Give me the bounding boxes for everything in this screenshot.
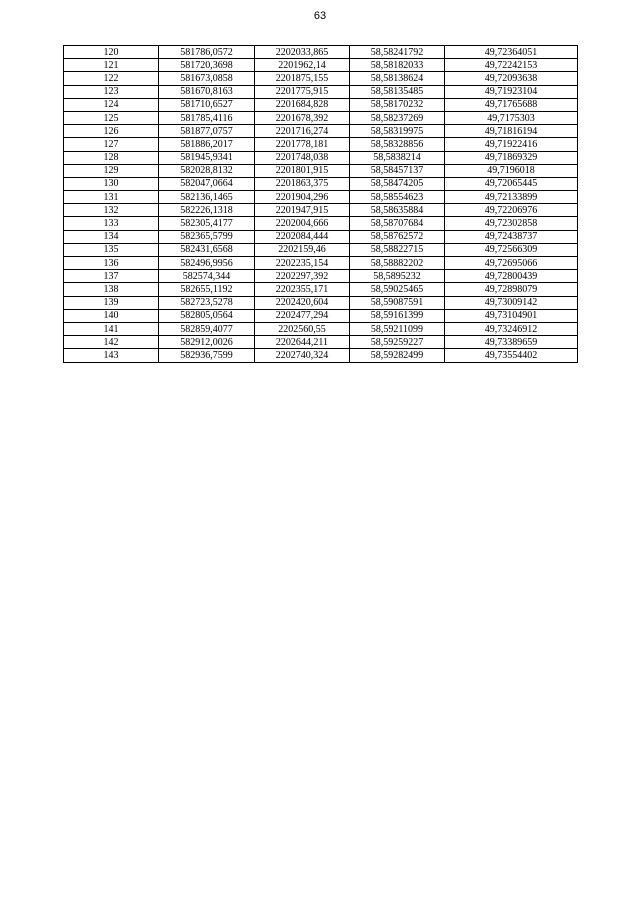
table-cell: 58,58182033 [350,59,445,72]
table-cell: 58,58635884 [350,204,445,217]
table-cell: 123 [64,85,159,98]
table-cell: 133 [64,217,159,230]
table-cell: 49,72242153 [445,59,578,72]
table-cell: 129 [64,164,159,177]
table-cell: 130 [64,177,159,190]
table-cell: 2202420,604 [255,296,350,309]
table-cell: 582305,4177 [159,217,255,230]
page-number: 63 [313,10,327,22]
coordinates-table-body [64,46,578,363]
table-cell: 582431,6568 [159,243,255,256]
table-row [64,243,578,256]
table-cell: 137 [64,270,159,283]
table-cell: 581785,4116 [159,111,255,124]
table-cell: 58,59282499 [350,349,445,362]
table-row [64,349,578,362]
table-cell: 49,72302858 [445,217,578,230]
table-cell: 582496,9956 [159,257,255,270]
table-cell: 2202477,294 [255,309,350,322]
table-cell: 581720,3698 [159,59,255,72]
table-cell: 2201863,375 [255,177,350,190]
table-cell: 582574,344 [159,270,255,283]
table-cell: 2201778,181 [255,138,350,151]
table-cell: 582028,8132 [159,164,255,177]
table-row [64,177,578,190]
table-cell: 2202235,154 [255,257,350,270]
table-cell: 58,5838214 [350,151,445,164]
table-cell: 58,58135485 [350,85,445,98]
table-cell: 49,73554402 [445,349,578,362]
table-row [64,336,578,349]
table-cell: 2202355,171 [255,283,350,296]
table-row [64,111,578,124]
table-row [64,283,578,296]
table-cell: 58,5895232 [350,270,445,283]
table-cell: 49,7175303 [445,111,578,124]
table-cell: 49,7196018 [445,164,578,177]
table-row [64,270,578,283]
table-cell: 582805,0564 [159,309,255,322]
table-cell: 58,59259227 [350,336,445,349]
table-cell: 2201962,14 [255,59,350,72]
table-cell: 139 [64,296,159,309]
table-cell: 2201716,274 [255,125,350,138]
table-cell: 49,72438737 [445,230,578,243]
table-row [64,191,578,204]
table-cell: 58,59161399 [350,309,445,322]
table-cell: 582859,4077 [159,322,255,335]
table-cell: 58,58237269 [350,111,445,124]
table-cell: 125 [64,111,159,124]
table-cell: 140 [64,309,159,322]
table-cell: 2202740,324 [255,349,350,362]
table-cell: 582136,1465 [159,191,255,204]
table-cell: 2202084,444 [255,230,350,243]
table-cell: 582912,0026 [159,336,255,349]
table-cell: 2202033,865 [255,46,350,59]
table-cell: 2202297,392 [255,270,350,283]
table-cell: 581945,9341 [159,151,255,164]
table-cell: 49,72133899 [445,191,578,204]
table-cell: 49,71922416 [445,138,578,151]
table-cell: 142 [64,336,159,349]
table-cell: 49,72800439 [445,270,578,283]
table-cell: 58,59211099 [350,322,445,335]
table-cell: 2202644,211 [255,336,350,349]
table-cell: 58,58474205 [350,177,445,190]
table-cell: 581710,6527 [159,98,255,111]
table-cell: 49,72566309 [445,243,578,256]
table-row [64,85,578,98]
table-cell: 581886,2017 [159,138,255,151]
table-cell: 581877,0757 [159,125,255,138]
table-row [64,309,578,322]
table-cell: 582655,1192 [159,283,255,296]
table-cell: 49,71869329 [445,151,578,164]
table-cell: 49,73246912 [445,322,578,335]
table-cell: 131 [64,191,159,204]
table-row [64,72,578,85]
table-cell: 2201904,296 [255,191,350,204]
table-row [64,125,578,138]
table-cell: 49,72695066 [445,257,578,270]
table-cell: 2202004,666 [255,217,350,230]
table-cell: 58,59087591 [350,296,445,309]
table-row [64,296,578,309]
table-row [64,257,578,270]
table-cell: 138 [64,283,159,296]
coordinates-table [63,45,578,363]
table-cell: 581670,8163 [159,85,255,98]
table-cell: 122 [64,72,159,85]
table-row [64,59,578,72]
table-cell: 124 [64,98,159,111]
table-cell: 132 [64,204,159,217]
table-cell: 127 [64,138,159,151]
table-row [64,322,578,335]
table-cell: 582226,1318 [159,204,255,217]
table-cell: 49,72093638 [445,72,578,85]
table-cell: 49,71923104 [445,85,578,98]
table-cell: 58,58319975 [350,125,445,138]
table-cell: 58,58554623 [350,191,445,204]
table-row [64,46,578,59]
table-cell: 2201678,392 [255,111,350,124]
table-cell: 2201775,915 [255,85,350,98]
table-cell: 2201684,828 [255,98,350,111]
table-cell: 49,72065445 [445,177,578,190]
table-cell: 58,58170232 [350,98,445,111]
table-cell: 582047,0664 [159,177,255,190]
table-cell: 49,71765688 [445,98,578,111]
table-cell: 58,59025465 [350,283,445,296]
table-cell: 2201801,915 [255,164,350,177]
table-row [64,204,578,217]
table-cell: 58,58457137 [350,164,445,177]
table-cell: 143 [64,349,159,362]
table-cell: 49,71816194 [445,125,578,138]
table-cell: 58,58882202 [350,257,445,270]
table-cell: 49,73104901 [445,309,578,322]
table-cell: 121 [64,59,159,72]
table-cell: 58,58138624 [350,72,445,85]
table-cell: 49,72364051 [445,46,578,59]
table-cell: 581786,0572 [159,46,255,59]
table-cell: 2201748,038 [255,151,350,164]
table-cell: 120 [64,46,159,59]
table-cell: 582723,5278 [159,296,255,309]
table-cell: 141 [64,322,159,335]
table-row [64,98,578,111]
table-row [64,230,578,243]
table-cell: 135 [64,243,159,256]
table-cell: 58,58241792 [350,46,445,59]
table-cell: 134 [64,230,159,243]
table-cell: 2202560,55 [255,322,350,335]
table-cell: 2202159,46 [255,243,350,256]
table-cell: 58,58822715 [350,243,445,256]
table-cell: 136 [64,257,159,270]
table-cell: 49,73389659 [445,336,578,349]
table-cell: 58,58328856 [350,138,445,151]
table-cell: 582365,5799 [159,230,255,243]
table-cell: 581673,0858 [159,72,255,85]
table-cell: 58,58707684 [350,217,445,230]
table-cell: 126 [64,125,159,138]
table-row [64,138,578,151]
table-cell: 582936,7599 [159,349,255,362]
table-cell: 2201947,915 [255,204,350,217]
table-cell: 49,73009142 [445,296,578,309]
table-cell: 49,72206976 [445,204,578,217]
table-row [64,151,578,164]
table-row [64,164,578,177]
table-cell: 128 [64,151,159,164]
table-cell: 49,72898079 [445,283,578,296]
table-cell: 2201875,155 [255,72,350,85]
table-row [64,217,578,230]
table-cell: 58,58762572 [350,230,445,243]
